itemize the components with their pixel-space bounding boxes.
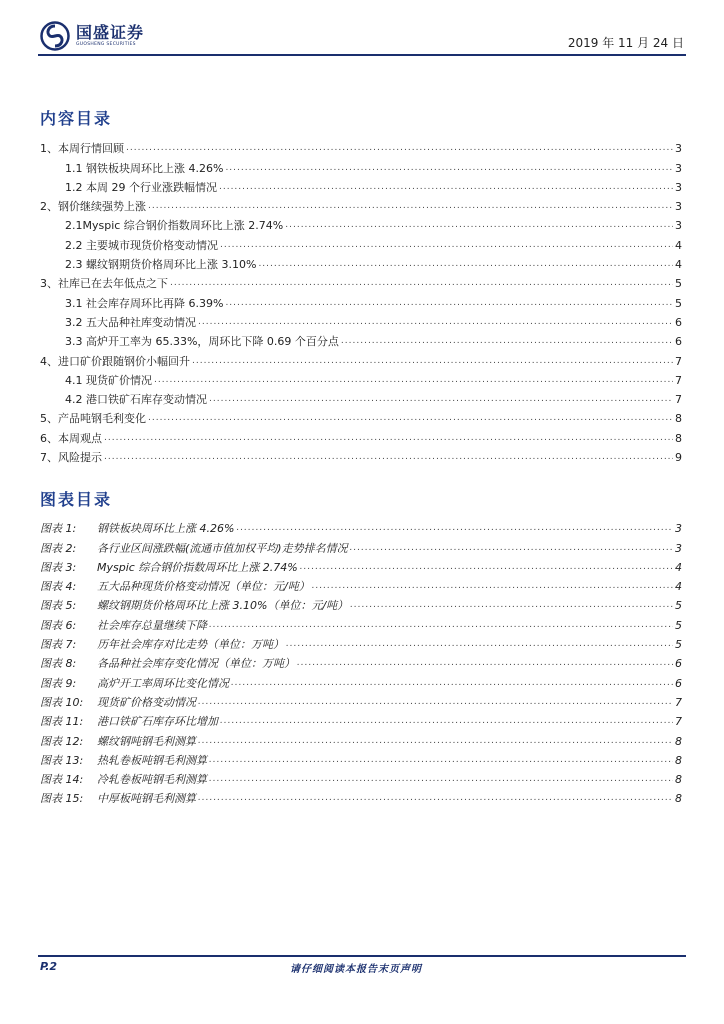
figure-entry[interactable]: [40, 670, 682, 689]
figure-label: 冷轧卷板吨钢毛利测算: [97, 773, 207, 787]
toc-entry-label: 1.1 钢铁板块周环比上涨 4.26%: [65, 161, 224, 175]
dot-leader: [198, 316, 673, 329]
figure-entry-page: 4: [675, 560, 682, 574]
figure-entry-page: 5: [675, 618, 682, 632]
figure-label: 社会库存总量继续下降: [97, 618, 207, 632]
figure-entry-text: [40, 715, 218, 728]
toc-entry[interactable]: [40, 155, 682, 174]
figure-entry[interactable]: [40, 632, 682, 651]
figure-entry-page: 8: [675, 773, 682, 787]
figure-entry[interactable]: [40, 612, 682, 631]
toc-entry[interactable]: [40, 252, 682, 271]
figure-number: 图表 15:: [40, 792, 84, 806]
toc-entry[interactable]: [40, 175, 682, 194]
toc-entry[interactable]: [40, 194, 682, 213]
figure-number: 图表 6:: [40, 618, 77, 632]
figure-number: 图表 13:: [40, 753, 84, 767]
toc-entry-page: 8: [675, 431, 682, 445]
dot-leader: [209, 393, 673, 406]
figure-number: 图表 5:: [40, 599, 77, 613]
dot-leader: [198, 696, 673, 709]
dot-leader: [231, 677, 673, 690]
toc-entry-page: 8: [675, 412, 682, 426]
figure-entry[interactable]: [40, 728, 682, 747]
page-header: [38, 18, 686, 54]
figure-label: 现货矿价格变动情况: [97, 695, 196, 709]
figure-entry-page: 7: [675, 715, 682, 729]
figure-number: 图表 4:: [40, 580, 77, 594]
figures-title: 图表目录: [40, 490, 113, 509]
logo-name: 国盛证券: [76, 23, 145, 42]
toc-entry[interactable]: [40, 232, 682, 251]
dot-leader: [219, 181, 673, 194]
toc-entry[interactable]: [40, 310, 682, 329]
page-number: P.2: [40, 960, 58, 973]
figure-label: Myspic 综合钢价指数周环比上涨 2.74%: [97, 560, 298, 574]
toc-entry[interactable]: [40, 213, 682, 232]
figure-label: 五大品种现货价格变动情况（单位：元/吨）: [97, 580, 310, 594]
dot-leader: [286, 638, 673, 651]
toc-entry-label: 2.3 螺纹钢期货价格周环比上涨 3.10%: [65, 258, 257, 272]
figure-entry-page: 6: [675, 676, 682, 690]
figure-entry-page: 7: [675, 695, 682, 709]
figure-number: 图表 1:: [40, 522, 77, 536]
figure-entry-page: 8: [675, 753, 682, 767]
figure-label: 中厚板吨钢毛利测算: [97, 792, 196, 806]
toc-entry-label: 2.2 主要城市现货价格变动情况: [65, 238, 218, 252]
dot-leader: [209, 754, 673, 767]
figure-entry[interactable]: [40, 767, 682, 786]
header-divider: [38, 54, 686, 56]
logo-subtitle: GUOSHENG SECURITIES: [76, 42, 136, 47]
toc-entry-label: 1.2 本周 29 个行业涨跌幅情况: [65, 180, 217, 194]
dot-leader: [209, 773, 673, 786]
figure-label: 螺纹钢吨钢毛利测算: [97, 734, 196, 748]
figure-number: 图表 11:: [40, 715, 84, 729]
figure-number: 图表 9:: [40, 676, 77, 690]
dot-leader: [154, 374, 673, 387]
dot-leader: [148, 412, 673, 425]
toc-entry[interactable]: [40, 348, 682, 367]
toc-entry[interactable]: [40, 271, 682, 290]
figure-entry-text: [40, 542, 348, 555]
toc-entry-label: 1、本周行情回顾: [40, 142, 124, 156]
figure-entry-page: 8: [675, 792, 682, 806]
dot-leader: [209, 619, 673, 632]
toc-entry-page: 6: [675, 335, 682, 349]
figure-entry[interactable]: [40, 748, 682, 767]
toc-entry-page: 6: [675, 315, 682, 329]
toc-entry-label: 4.2 港口铁矿石库存变动情况: [65, 393, 207, 407]
toc-entry-page: 9: [675, 451, 682, 465]
company-logo: [40, 21, 144, 51]
dot-leader: [258, 258, 673, 271]
figure-entry-page: 5: [675, 638, 682, 652]
toc-entry-label: 3.3 高炉开工率为 65.33%，周环比下降 0.69 个百分点: [65, 335, 339, 349]
figure-list: [40, 516, 682, 805]
dot-leader: [300, 561, 673, 574]
figure-label: 各品种社会库存变化情况（单位：万吨）: [97, 657, 295, 671]
toc-entry-page: 4: [675, 258, 682, 272]
figure-label: 历年社会库存对比走势（单位：万吨）: [97, 638, 284, 652]
figure-entry-page: 4: [675, 580, 682, 594]
dot-leader: [126, 142, 673, 155]
dot-leader: [312, 580, 673, 593]
figure-entry-page: 5: [675, 599, 682, 613]
figure-entry-text: [40, 677, 229, 690]
figure-entry-text: [40, 522, 234, 535]
toc-entry-page: 3: [675, 142, 682, 156]
toc-entry-label: 6、本周观点: [40, 431, 102, 445]
toc-entry[interactable]: [40, 136, 682, 155]
figure-entry[interactable]: [40, 786, 682, 805]
figure-entry-text: [40, 580, 310, 593]
figure-entry-text: [40, 735, 196, 748]
toc-entry-page: 4: [675, 238, 682, 252]
figure-entry[interactable]: [40, 535, 682, 554]
toc-entry-label: 3.2 五大品种社库变动情况: [65, 315, 196, 329]
dot-leader: [285, 219, 673, 232]
toc-entry-page: 3: [675, 200, 682, 214]
figure-label: 高炉开工率周环比变化情况: [97, 676, 229, 690]
dot-leader: [236, 522, 673, 535]
toc-entry-page: 3: [675, 219, 682, 233]
toc-entry-page: 5: [675, 296, 682, 310]
figure-entry-text: [40, 657, 295, 670]
report-date: 2019 年 11 月 24 日: [567, 36, 684, 50]
figure-label: 钢铁板块周环比上涨 4.26%: [97, 522, 235, 536]
footer-divider: [38, 955, 686, 957]
figure-entry-text: [40, 773, 207, 786]
dot-leader: [341, 335, 673, 348]
figure-entry-page: 3: [675, 541, 682, 555]
figure-entry-text: [40, 696, 196, 709]
figure-entry-text: [40, 619, 207, 632]
toc-entry-page: 7: [675, 354, 682, 368]
toc-entry-page: 7: [675, 373, 682, 387]
toc-entry-label: 7、风险提示: [40, 451, 102, 465]
figure-number: 图表 7:: [40, 638, 77, 652]
toc-entry-label: 2、钢价继续强势上涨: [40, 200, 146, 214]
toc-entry[interactable]: [40, 406, 682, 425]
toc-entry[interactable]: [40, 387, 682, 406]
toc-entry[interactable]: [40, 445, 682, 464]
figure-number: 图表 2:: [40, 541, 77, 555]
toc-entry[interactable]: [40, 329, 682, 348]
toc-entry-label: 3、社库已在去年低点之下: [40, 277, 168, 291]
figure-number: 图表 12:: [40, 734, 84, 748]
toc-entry-label: 2.1Myspic 综合钢价指数周环比上涨 2.74%: [65, 219, 284, 233]
figure-entry[interactable]: [40, 690, 682, 709]
toc-list: [40, 136, 682, 464]
figure-entry-text: [40, 599, 348, 612]
toc-entry-label: 4、进口矿价跟随钢价小幅回升: [40, 354, 190, 368]
toc-entry[interactable]: [40, 290, 682, 309]
figure-number: 图表 10:: [40, 695, 84, 709]
figure-label: 螺纹钢期货价格周环比上涨 3.10%（单位：元/吨）: [97, 599, 349, 613]
dot-leader: [192, 355, 673, 368]
figure-entry-page: 6: [675, 657, 682, 671]
dot-leader: [104, 432, 673, 445]
figure-entry-page: 8: [675, 734, 682, 748]
dot-leader: [220, 239, 673, 252]
dot-leader: [225, 297, 673, 310]
toc-title: 内容目录: [40, 109, 113, 128]
figure-entry[interactable]: [40, 593, 682, 612]
figure-entry[interactable]: [40, 516, 682, 535]
figure-label: 各行业区间涨跌幅(流通市值加权平均)走势排名情况: [97, 541, 348, 555]
dot-leader: [350, 599, 673, 612]
dot-leader: [170, 277, 673, 290]
dot-leader: [350, 542, 673, 555]
toc-entry-page: 7: [675, 393, 682, 407]
guosheng-logo-icon: [40, 21, 70, 51]
figure-entry-text: [40, 754, 207, 767]
toc-entry[interactable]: [40, 425, 682, 444]
figure-number: 图表 8:: [40, 657, 77, 671]
dot-leader: [198, 792, 673, 805]
toc-entry-page: 3: [675, 161, 682, 175]
figure-entry[interactable]: [40, 651, 682, 670]
dot-leader: [198, 735, 673, 748]
dot-leader: [297, 657, 673, 670]
figure-label: 热轧卷板吨钢毛利测算: [97, 753, 207, 767]
figure-entry-text: [40, 561, 298, 574]
figure-number: 图表 14:: [40, 773, 84, 787]
figure-entry-page: 3: [675, 522, 682, 536]
toc-entry-label: 4.1 现货矿价情况: [65, 373, 152, 387]
figure-entry[interactable]: [40, 574, 682, 593]
figure-label: 港口铁矿石库存环比增加: [97, 715, 218, 729]
dot-leader: [104, 451, 673, 464]
dot-leader: [148, 200, 673, 213]
toc-entry-page: 3: [675, 180, 682, 194]
figure-entry-text: [40, 638, 284, 651]
dot-leader: [225, 162, 673, 175]
figure-entry[interactable]: [40, 555, 682, 574]
toc-entry-label: 3.1 社会库存周环比再降 6.39%: [65, 296, 224, 310]
toc-entry[interactable]: [40, 368, 682, 387]
toc-entry-label: 5、产品吨钢毛利变化: [40, 412, 146, 426]
dot-leader: [220, 715, 673, 728]
footer-disclaimer: 请仔细阅读本报告末页声明: [290, 964, 422, 975]
toc-entry-page: 5: [675, 277, 682, 291]
figure-entry-text: [40, 792, 196, 805]
figure-entry[interactable]: [40, 709, 682, 728]
figure-number: 图表 3:: [40, 560, 77, 574]
